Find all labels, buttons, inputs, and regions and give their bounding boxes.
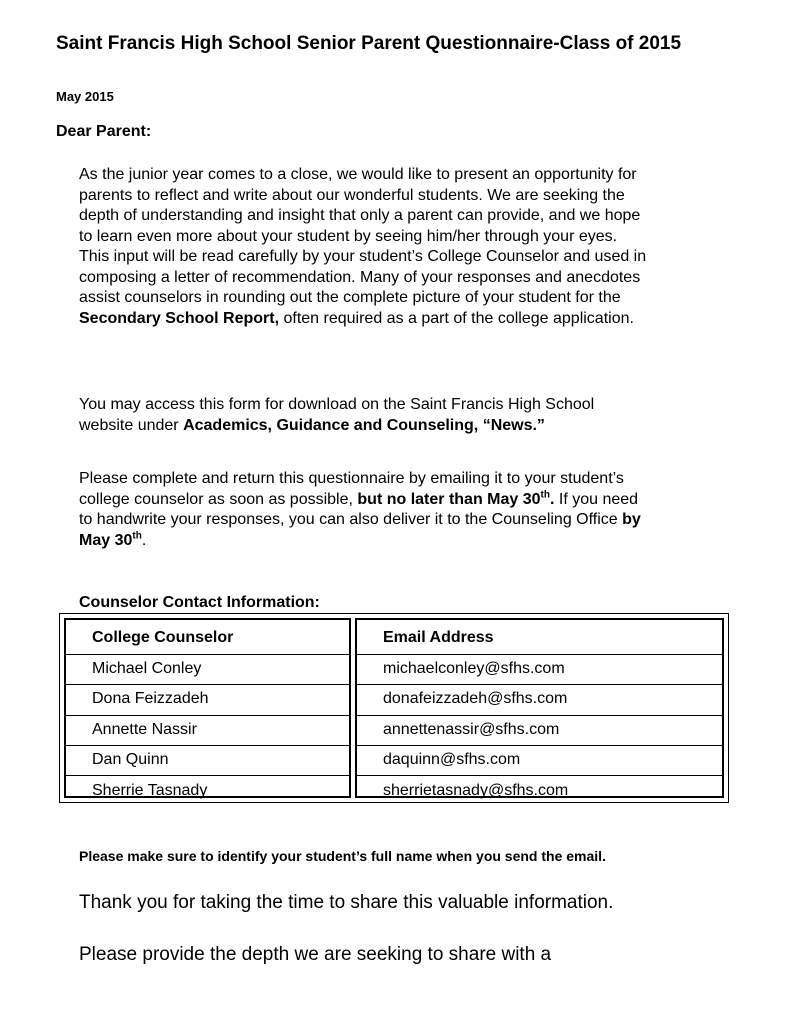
row-divider (357, 715, 722, 716)
counselor-email[interactable]: annettenassir@sfhs.com (383, 721, 560, 738)
return-paragraph (79, 469, 649, 551)
handwrite-text: If you need to handwrite your responses, you can also deliver it to the Counseling Office (79, 490, 639, 528)
office-deadline-text: by May 30 (79, 511, 641, 549)
row-divider (357, 775, 722, 776)
intro-text: As the junior year comes to a close, we would like to present an opportunity for parents to reflect and write about our wonderful students. We are seeking the depth of understanding and insight that only a parent can provide, and we hope to learn even more about your student by seeing him/her through your eyes. This input will be read carefully by your student’s College Counselor and used in composing a letter of recommendation. Many of your responses and anecdotes assist counselors in rounding out the complete picture of your student for the (79, 166, 647, 306)
download-text: You may access this form for download on the Saint Francis High School website under (79, 396, 595, 434)
counselor-email[interactable]: donafeizzadeh@sfhs.com (383, 690, 568, 707)
download-paragraph (79, 395, 649, 436)
row-divider (357, 745, 722, 746)
counselor-name: Annette Nassir (92, 721, 197, 738)
row-divider (66, 684, 349, 685)
provide-text: Please provide the depth we are seeking to share with a (79, 944, 552, 965)
thanks-text: Thank you for taking the time to share this valuable information. (79, 892, 614, 913)
counselor-name: Dan Quinn (92, 751, 169, 768)
greeting: Dear Parent: (56, 123, 152, 140)
row-divider (66, 745, 349, 746)
deadline-bold (357, 491, 554, 508)
counselor-name: Sherrie Tasnady (92, 782, 208, 799)
row-divider (66, 775, 349, 776)
row-divider (357, 654, 722, 655)
row-divider (357, 684, 722, 685)
counselor-header: College Counselor (92, 629, 234, 646)
row-divider (66, 715, 349, 716)
document-title: Saint Francis High School Senior Parent Questionnaire-Class of 2015 (56, 33, 682, 54)
return-text: Please complete and return this questionnaire by emailing it to your student’s college counselor as soon as possible, (79, 470, 624, 508)
intro-paragraph (79, 165, 649, 329)
secondary-school-report: Secondary School Report, (79, 309, 280, 327)
office-deadline-sup: th (132, 530, 142, 542)
document-date: May 2015 (56, 89, 114, 104)
full-name-note: Please make sure to identify your student’s full name when you send the email. (79, 848, 606, 864)
counselor-email[interactable]: daquinn@sfhs.com (383, 751, 521, 768)
final-period: . (141, 531, 147, 549)
counselor-name: Michael Conley (92, 660, 202, 677)
deadline-period: . (549, 490, 555, 508)
email-header: Email Address (383, 629, 494, 646)
counselor-name: Dona Feizzadeh (92, 690, 209, 707)
intro-text-tail: often required as a part of the college application. (279, 309, 634, 327)
website-location: Academics, Guidance and Counseling, “News.” (183, 416, 545, 434)
counselor-email[interactable]: sherrietasnady@sfhs.com (383, 782, 569, 799)
contact-heading: Counselor Contact Information: (79, 594, 320, 611)
row-divider (66, 654, 349, 655)
deadline-sup: th (540, 489, 550, 501)
counselor-email[interactable]: michaelconley@sfhs.com (383, 660, 565, 677)
deadline-text: but no later than May 30 (357, 490, 541, 508)
